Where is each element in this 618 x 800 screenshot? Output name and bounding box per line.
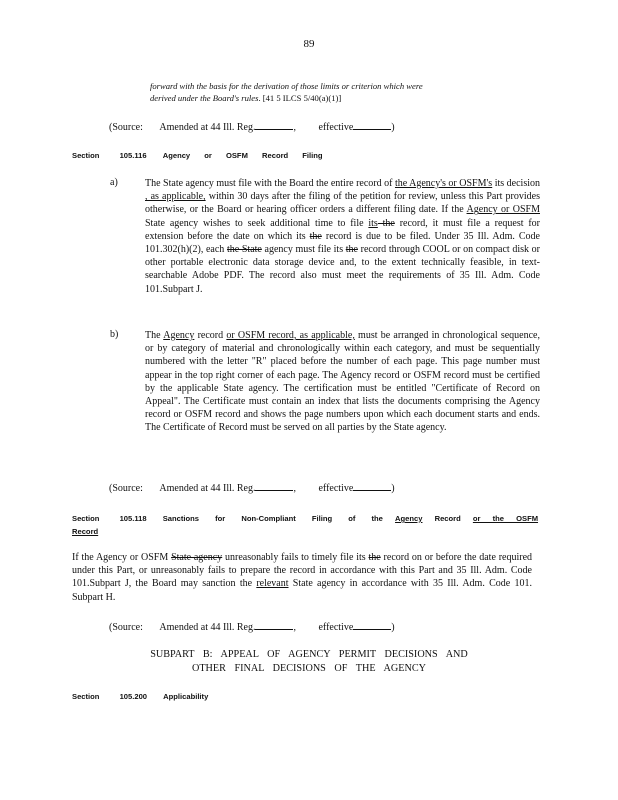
item-a-paragraph [145, 177, 540, 296]
deleted-text: State agency [171, 552, 223, 563]
section-title: Applicability [163, 692, 209, 701]
text-run: If the Agency or OSFM [72, 552, 172, 563]
source-close: ) [391, 122, 395, 133]
source-blank-reg [255, 620, 293, 630]
inserted-text: its [368, 217, 378, 229]
text-run: record on or before the date required under this Part, or unreasonably fails to prepare the record in accordance with this Part and 35 Ill. Adm. Code 101.Subpart J, the Board may sanction the [72, 552, 533, 590]
text-run: The State agency must file with the Board the entire record of [145, 178, 395, 189]
inserted-text: the Agency's or OSFM's [394, 178, 493, 189]
source-amended: Amended at 44 Ill. Reg. [159, 622, 256, 633]
text-run: unreasonably fails to timely file its [222, 552, 369, 563]
source-amended: Amended at 44 Ill. Reg. [159, 122, 256, 133]
inserted-text: , as applicable, [145, 191, 206, 203]
deleted-text: the [377, 217, 395, 229]
quote-line-2 [150, 92, 528, 104]
deleted-text: the State [226, 244, 262, 256]
source-blank-effective [353, 620, 391, 630]
source-close: ) [391, 622, 395, 633]
text-run: its decision [492, 178, 540, 189]
inserted-text: or OSFM record, as applicable, [226, 330, 355, 341]
source-label: (Source: [109, 622, 143, 633]
item-a-label: a) [110, 177, 118, 188]
subpart-line-1: SUBPART B: APPEAL OF AGENCY PERMIT DECISIONS AND [150, 649, 468, 660]
inserted-title-text: Record [72, 527, 99, 536]
subpart-b-heading [0, 648, 618, 676]
item-b-label: b) [110, 329, 119, 340]
section-title: Agency or OSFM Record Filing [162, 151, 323, 160]
source-blank-effective [353, 120, 391, 130]
quote-citation: . [41 5 ILCS 5/40(a)(1)] [258, 93, 342, 103]
section-title: Sanctions for Non-Compliant Filing of the [162, 514, 383, 523]
source-label: (Source: [109, 122, 143, 133]
page-number: 89 [303, 38, 315, 50]
section-number: 105.118 [119, 514, 147, 523]
deleted-text: the [345, 244, 358, 256]
text-run: record through COOL or on compact disk or other portable electronic data storage device and, to the extent technically feasible, in text-searchable Adobe PDF. The record also must meet the requirements of 35 Ill. Adm. Code 101.Subpart J. [145, 244, 541, 295]
section-title-2: Record [434, 514, 461, 523]
source-label: (Source: [109, 483, 143, 494]
inserted-text: Agency or OSFM [466, 204, 540, 216]
text-run: record, it must file a request for extension before the date on which its [145, 217, 540, 242]
text-run: The [145, 330, 164, 341]
inserted-text: relevant [256, 578, 289, 590]
inserted-text: Agency [163, 330, 195, 341]
deleted-text: the [309, 230, 322, 242]
source-blank-reg [255, 481, 293, 491]
section-105-116-heading [72, 151, 323, 160]
text-run: within 30 days after the filing of the petition for review, unless this Part provides otherwise, or the Board or hearing officer orders a different filing date. If the [145, 191, 540, 216]
section-number: 105.200 [119, 692, 148, 701]
source-effective: effective [318, 622, 354, 633]
source-blank-reg [255, 120, 293, 130]
section-number: 105.116 [119, 151, 147, 160]
quote-line-2-italic: derived under the Board's rules [150, 93, 259, 103]
source-close: ) [391, 483, 395, 494]
text-run: State agency wishes to seek additional time to file [145, 217, 369, 229]
source-note-3: (Source: Amended at 44 Ill. Reg. , effective ) [109, 622, 395, 633]
inserted-title-text: Agency [395, 514, 423, 523]
item-b-paragraph [145, 329, 540, 435]
text-run: agency must file its [261, 244, 346, 256]
inserted-title-text: or the OSFM [472, 514, 539, 523]
source-blank-effective [353, 481, 391, 491]
quote-line-1: forward with the basis for the derivation of those limits or criterion which were [150, 81, 423, 91]
section-105-118-heading [72, 512, 538, 538]
sanctions-paragraph [72, 551, 532, 604]
section-label: Section [72, 514, 100, 523]
source-note-1: (Source: Amended at 44 Ill. Reg. , effective ) [109, 122, 395, 133]
source-effective: effective [318, 483, 354, 494]
source-amended: Amended at 44 Ill. Reg. [159, 483, 256, 494]
section-label: Section [72, 692, 100, 701]
statute-quote [150, 80, 528, 104]
section-label: Section [72, 151, 100, 160]
text-run: must be arranged in chronological sequence, or by category of material and chronologically within each category, and must be sequentially numbered with the letter "R" placed before the number of each page. This page number must appear in the top right corner of each page. The Agency record or OSFM record must be certified by the applicable State agency. The certification must be entitled "Certificate of Record on Appeal". The Certificate must contain an index that lists the documents comprising the Agency record or OSFM record and shows the page numbers upon which each document starts and ends. The Certificate of Record must be served on all parties by the State agency. [145, 330, 540, 434]
section-105-200-heading [72, 692, 208, 701]
text-run: record [194, 330, 227, 341]
text-run: record is due to be filed. Under 35 Ill. Adm. Code 101.302(h)(2), each [145, 230, 540, 256]
deleted-text: the [368, 552, 381, 563]
source-effective: effective [318, 122, 354, 133]
text-run: State agency in accordance with 35 Ill. Adm. Code 101. Subpart H. [72, 578, 532, 603]
subpart-line-2: OTHER FINAL DECISIONS OF THE AGENCY [191, 663, 427, 674]
source-note-2: (Source: Amended at 44 Ill. Reg. , effective ) [109, 483, 395, 494]
